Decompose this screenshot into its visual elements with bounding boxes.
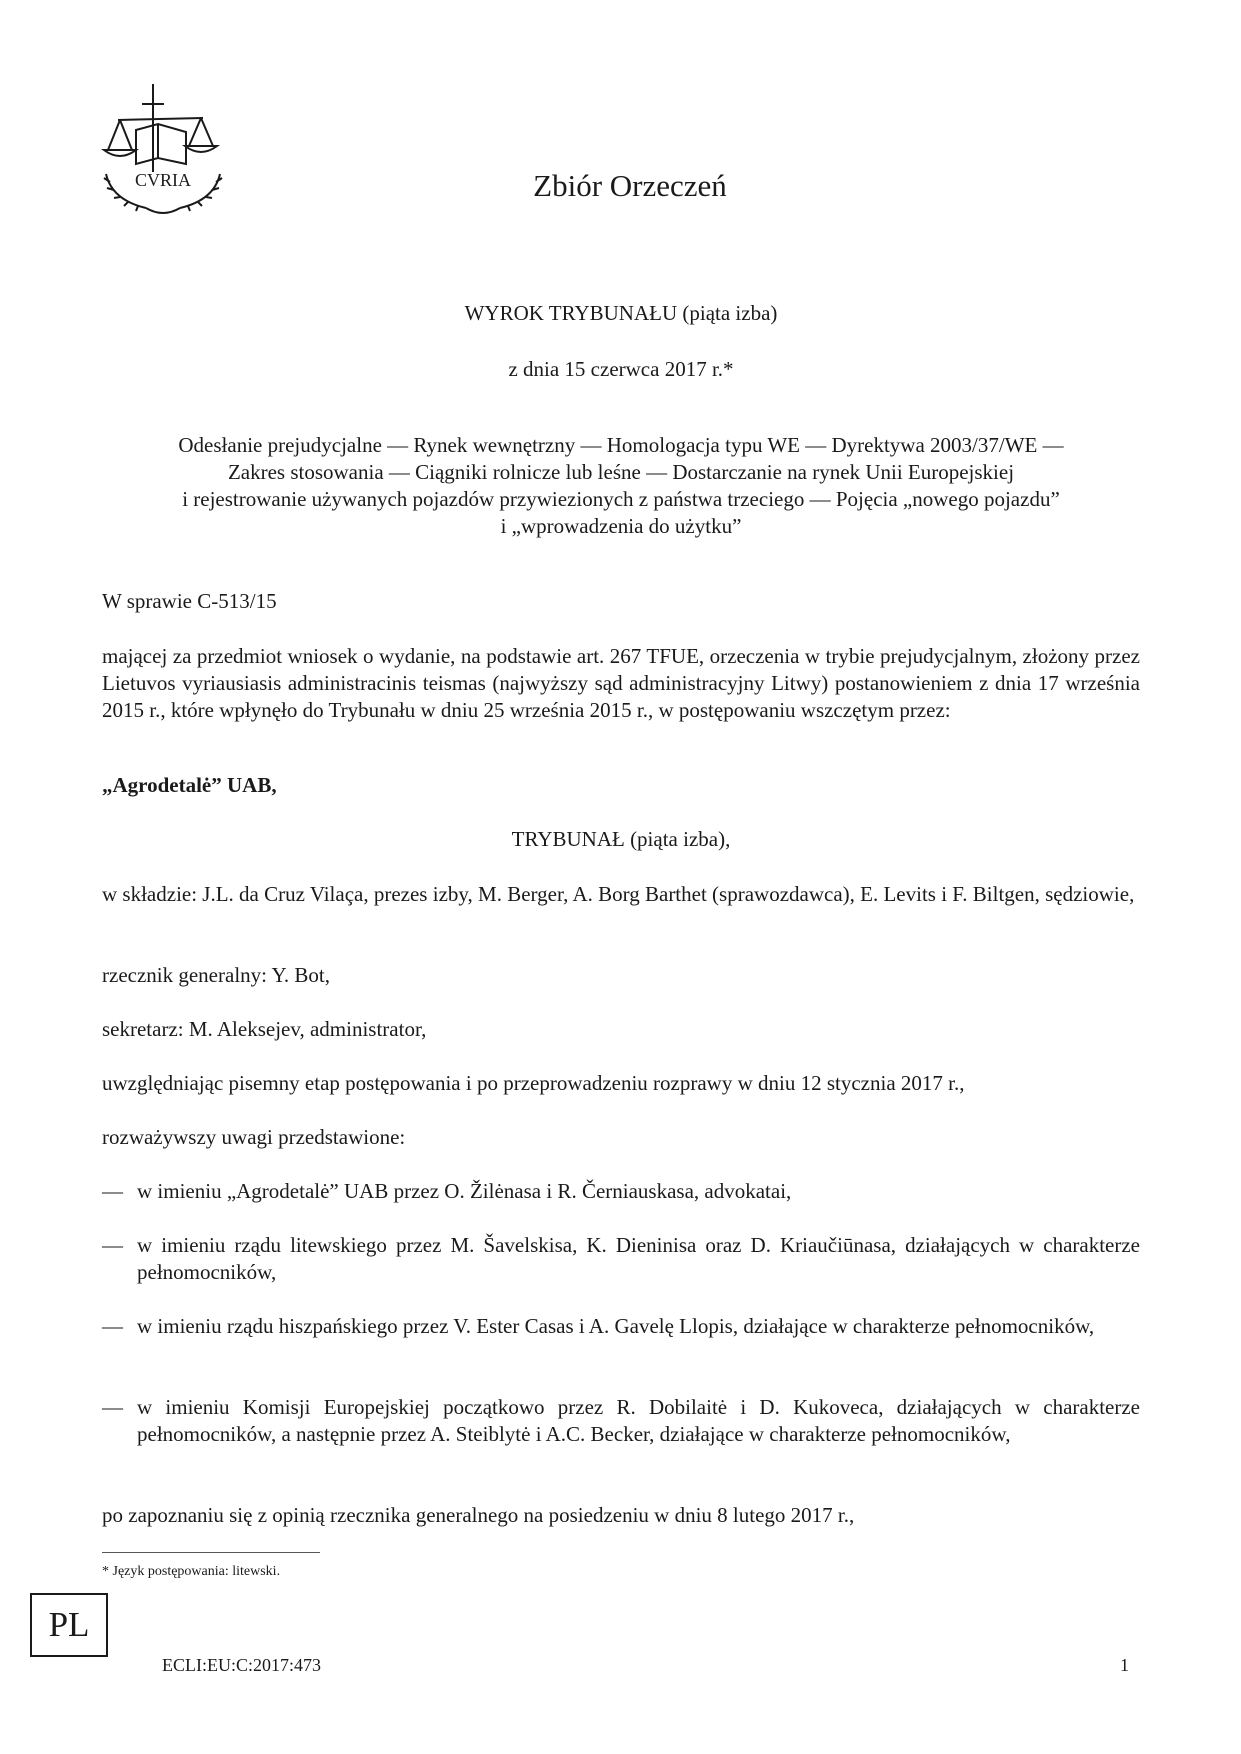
court-heading: TRYBUNAŁ (piąta izba), bbox=[511, 827, 731, 851]
subject-paragraph: mającej za przedmiot wniosek o wydanie, na podstawie art. 267 TFUE, orzeczenia w trybie prejudycjalnym, złożony przez Lietuvos vyriausiasis administracinis teismas (najwyższy sąd administracyjny Litwy) postanowieniem z dnia 17 września 2015 r., które wpłynęło do Trybunału w dniu 25 września 2015 r., w postępowaniu wszczętym przez: bbox=[102, 644, 1140, 722]
advocate-general: rzecznik generalny: Y. Bot, bbox=[102, 963, 331, 987]
keywords-line: Zakres stosowania — Ciągniki rolnicze lub leśne — Dostarczanie na rynek Unii Europejskiej bbox=[227, 460, 1015, 484]
observations-intro: rozważywszy uwagi przedstawione: bbox=[102, 1125, 406, 1149]
keywords-line: i rejestrowanie używanych pojazdów przywiezionych z państwa trzeciego — Pojęcia „nowego pojazdu” bbox=[182, 487, 1060, 511]
curia-logo bbox=[98, 82, 228, 232]
observation-item bbox=[102, 1232, 1140, 1286]
bullet-dash: — bbox=[102, 1179, 123, 1203]
procedure-paragraph: uwzględniając pisemny etap postępowania i po przeprowadzeniu rozprawy w dniu 12 stycznia 2017 r., bbox=[102, 1071, 965, 1095]
bullet-dash: — bbox=[102, 1314, 123, 1338]
bullet-dash: — bbox=[102, 1233, 123, 1257]
curia-logo-text: CVRIA bbox=[134, 170, 192, 190]
observation-text: w imieniu rządu hiszpańskiego przez V. Ester Casas i A. Gavelę Llopis, działające w charakterze pełnomocników, bbox=[137, 1314, 1095, 1338]
keywords-line: Odesłanie prejudycjalne — Rynek wewnętrzny — Homologacja typu WE — Dyrektywa 2003/37/WE — bbox=[178, 433, 1064, 457]
case-reference: W sprawie C-513/15 bbox=[102, 589, 277, 613]
observation-item bbox=[102, 1394, 1140, 1448]
footnote: * Język postępowania: litewski. bbox=[102, 1564, 281, 1579]
observation-text: w imieniu „Agrodetalė” UAB przez O. Žilėnasa i R. Černiauskasa, advokatai, bbox=[137, 1179, 792, 1203]
page-number: 1 bbox=[1120, 1655, 1129, 1675]
judgment-title: WYROK TRYBUNAŁU (piąta izba) bbox=[464, 301, 778, 325]
observation-item bbox=[102, 1178, 1140, 1205]
keywords-line: i „wprowadzenia do użytku” bbox=[500, 514, 742, 538]
ecli-identifier: ECLI:EU:C:2017:473 bbox=[162, 1655, 321, 1675]
judgment-date: z dnia 15 czerwca 2017 r.* bbox=[508, 357, 734, 381]
language-badge: PL bbox=[30, 1593, 108, 1657]
composition-paragraph: w składzie: J.L. da Cruz Vilaça, prezes izby, M. Berger, A. Borg Barthet (sprawozdawca), E. Levits i F. Biltgen, sędziowie, bbox=[102, 882, 1135, 906]
observation-item bbox=[102, 1313, 1140, 1340]
bullet-dash: — bbox=[102, 1395, 123, 1419]
observation-text: w imieniu Komisji Europejskiej początkowo przez R. Dobilaitė i D. Kukoveca, działających w charakterze pełnomocników, a następnie przez A. Steiblytė i A.C. Becker, działające w charakterze pełnomocników, bbox=[137, 1395, 1140, 1446]
observation-text: w imieniu rządu litewskiego przez M. Šavelskisa, K. Dieninisa oraz D. Kriaučiūnasa, działających w charakterze pełnomocników, bbox=[137, 1233, 1140, 1284]
party-name: „Agrodetalė” UAB, bbox=[102, 773, 277, 797]
registrar: sekretarz: M. Aleksejev, administrator, bbox=[102, 1017, 427, 1041]
collection-title: Zbiór Orzeczeń bbox=[533, 168, 727, 203]
footnote-divider bbox=[102, 1552, 320, 1553]
opinion-paragraph: po zapoznaniu się z opinią rzecznika generalnego na posiedzeniu w dniu 8 lutego 2017 r., bbox=[102, 1503, 855, 1527]
